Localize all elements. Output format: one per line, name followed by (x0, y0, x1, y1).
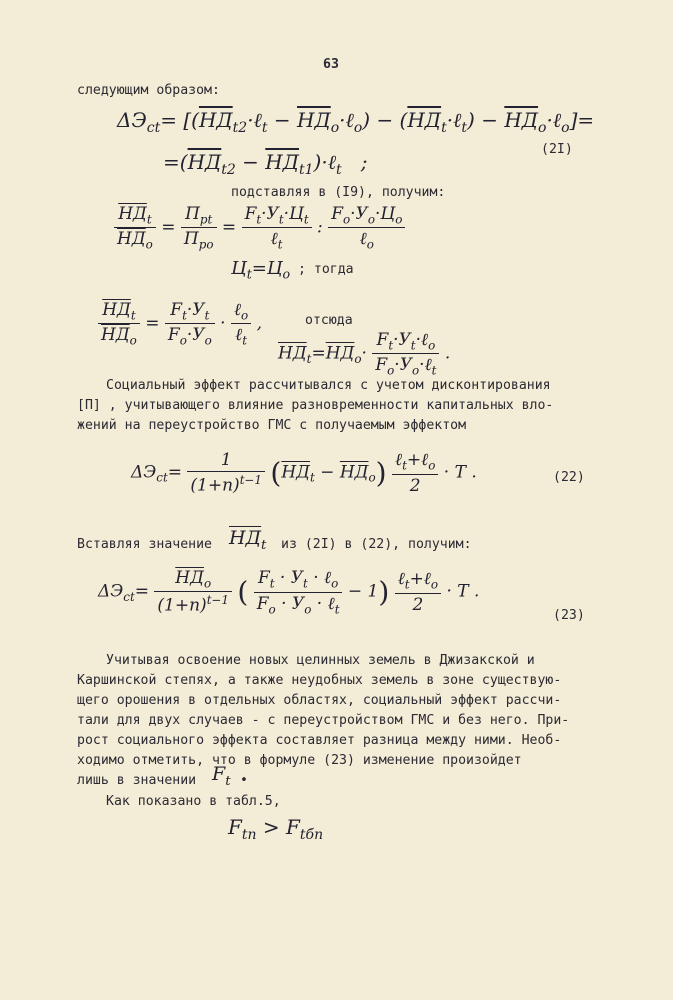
text-line: лишь в значении (77, 773, 197, 788)
text-line: из (2I) в (22), получим: (281, 537, 472, 552)
equation-ratio: $\frac{НД_t}{НД_o}$ = $\frac{П_{pt}}{П_{po}}$ = $\frac{F_t\cdot У_t\cdot Ц_t}{\ell_t}$ : $\frac{F_o\cdot У_o\cdot Ц_o}{\ell_o}$ (114, 204, 405, 252)
equation-23: $\Delta Э_{ct}=$ $\frac{НД_o}{(1+n)^{t-1}}$ ( $\frac{F_t \cdot У_t \cdot \ell_o}{F_o \cdot У_o \cdot \ell_t}$ − 1) $\frac{\ell_t+\ell_o}{2}$ · T . (98, 568, 480, 617)
equation-price-equal: $Ц_t=Ц_o$ (231, 258, 291, 282)
equation-ratio-2: $\frac{НД_t}{НД_o}$ = $\frac{F_t\cdot У_t}{F_o\cdot У_o}$ · $\frac{\ell_o}{\ell_t}$ , (98, 300, 262, 348)
text-line: ; тогда (298, 262, 354, 277)
text-line: Социальный эффект рассчитывался с учетом дисконтирования (106, 378, 551, 393)
text-line: отсюда (305, 313, 353, 328)
page-number: 63 (323, 57, 339, 72)
text-line: жений на переустройство ГМС с получаемым эффектом (77, 418, 467, 433)
text-line: • (240, 773, 248, 788)
text-line: ходимо отметить, что в формуле (23) изменение произойдет (77, 753, 522, 768)
equation-21-line2: $=(НД_{t2}$ − $НД_{t1})\cdot\ell_t$ ; (163, 150, 368, 178)
equation-number-23: (23) (553, 608, 585, 623)
equation-nd-result: $НД_t=НД_o\cdot$ $\frac{F_t\cdot У_t\cdot\ell_o}{F_o\cdot У_o\cdot\ell_t}$ . (278, 330, 451, 378)
text-line: рост социального эффекта составляет разница между ними. Необ- (77, 733, 562, 748)
text-line: [П] , учитывающего влияние разновременности капитальных вло- (77, 398, 554, 413)
inline-f-t: $F_t$ (212, 763, 231, 789)
equation-22: $\Delta Э_{ct}=$ $\frac{1}{(1+n)^{t-1}}$ $(НД_t - НД_o)$ $\frac{\ell_t+\ell_o}{2}$ · T . (131, 450, 477, 496)
text-line: следующим образом: (77, 83, 220, 98)
text-line: тали для двух случаев - с переустройством ГМС и без него. При- (77, 713, 570, 728)
equation-inequality: $F_{tn} > F_{tбп}$ (228, 815, 324, 843)
equation-number-22: (22) (553, 470, 585, 485)
text-line: Учитывая освоение новых целинных земель в Джизакской и (106, 653, 535, 668)
equation-21-line1: $\Delta Э_{ct}=$ [($НД_{t2}\cdot\ell_t$ − $НД_o\cdot\ell_o$) − $(НД_t\cdot\ell_t)$ − $НД_o\cdot\ell_o]=$ (117, 108, 595, 136)
text-line: Как показано в табл.5, (106, 794, 281, 809)
inline-nd-t: $НД_t$ (229, 527, 267, 553)
text-line: щего орошения в отдельных областях, социальный эффект рассчи- (77, 693, 562, 708)
text-line: Вставляя значение (77, 537, 212, 552)
text-line: подставляя в (I9), получим: (231, 185, 446, 200)
text-line: Каршинской степях, а также неудобных земель в зоне существую- (77, 673, 562, 688)
equation-number-21: (2I) (541, 142, 573, 157)
